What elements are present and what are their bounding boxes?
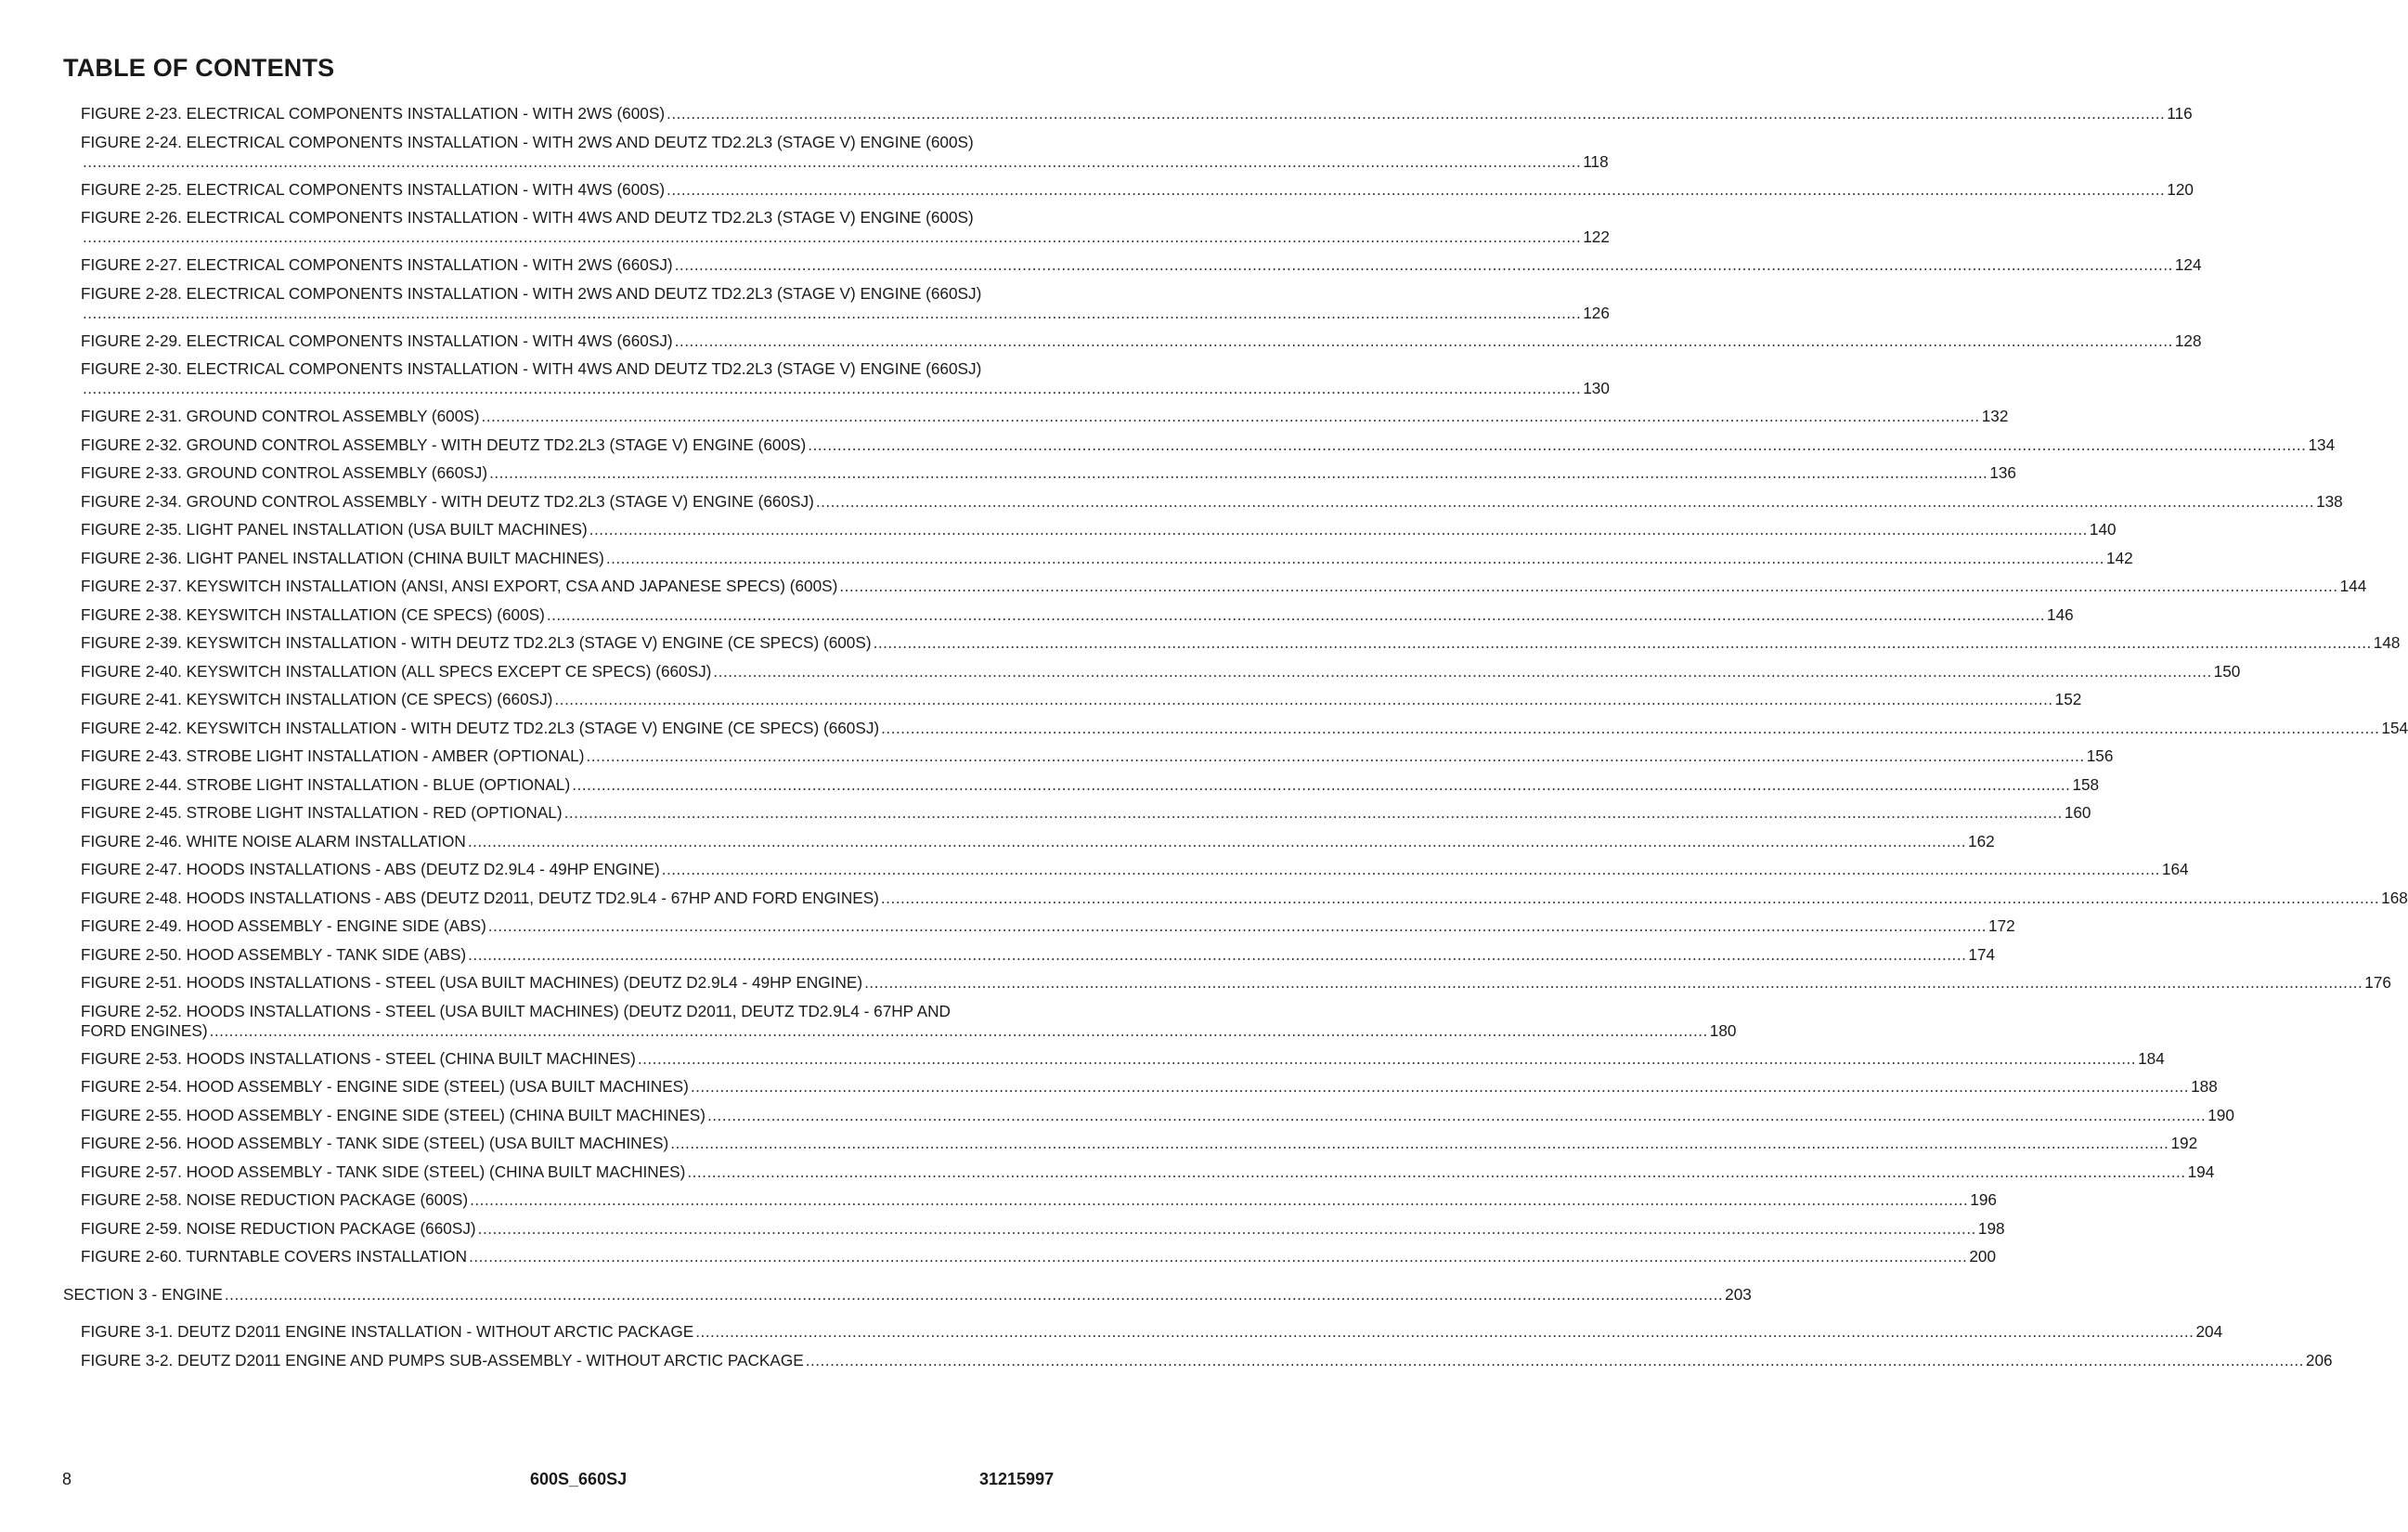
toc-entry-page: 180 [1709, 1020, 1737, 1040]
toc-entry[interactable] [81, 520, 2117, 539]
toc-entry-page: 132 [1981, 407, 2009, 425]
dot-leader [881, 719, 2379, 738]
toc-entry[interactable] [81, 179, 2194, 200]
toc-entry-page: 116 [2167, 104, 2193, 123]
dot-leader [589, 520, 2088, 539]
toc-entry[interactable] [81, 331, 2202, 351]
footer-page-number: 8 [62, 1470, 72, 1488]
dot-leader [707, 1106, 2206, 1125]
toc-entry-title: FIGURE 2-45. STROBE LIGHT INSTALLATION - RED (OPTIONAL) [81, 803, 563, 822]
dot-leader [572, 775, 2070, 795]
toc-entry[interactable] [81, 860, 2189, 879]
toc-entry-page: 206 [2305, 1350, 2333, 1370]
toc-entry[interactable] [81, 283, 1610, 323]
toc-entry-page: 146 [2047, 604, 2074, 624]
toc-entry[interactable] [81, 435, 2336, 455]
toc-entry-page: 168 [2381, 888, 2408, 907]
toc-entry-page: 158 [2072, 774, 2100, 794]
toc-entry-title: FIGURE 2-32. GROUND CONTROL ASSEMBLY - WITH DEUTZ TD2.2L3 (STAGE V) ENGINE (600S) [81, 435, 807, 454]
dot-leader [586, 747, 2084, 766]
toc-entry[interactable] [81, 718, 2408, 738]
dot-leader [667, 104, 2165, 123]
dot-leader [816, 492, 2314, 512]
toc-entry-title: FIGURE 2-47. HOODS INSTALLATIONS - ABS (DEUTZ D2.9L4 - 49HP ENGINE) [81, 860, 660, 878]
toc-entry-title: FIGURE 2-59. NOISE REDUCTION PACKAGE (660SJ) [81, 1218, 476, 1238]
toc-entry[interactable] [81, 604, 2074, 625]
toc-entry-page: 128 [2174, 331, 2202, 350]
toc-entry-title: FIGURE 3-1. DEUTZ D2011 ENGINE INSTALLATION - WITHOUT ARCTIC PACKAGE [81, 1322, 694, 1341]
toc-entry-title: FIGURE 2-56. HOOD ASSEMBLY - TANK SIDE (STEEL) (USA BUILT MACHINES) [81, 1134, 669, 1152]
dot-leader [83, 304, 1581, 323]
toc-entry-page: 138 [2316, 491, 2343, 511]
dot-leader [806, 1351, 2304, 1370]
toc-entry-title: FIGURE 2-55. HOOD ASSEMBLY - ENGINE SIDE (STEEL) (CHINA BUILT MACHINES) [81, 1105, 706, 1124]
toc-entry[interactable] [81, 973, 2391, 993]
toc-entry-page: 126 [1583, 303, 1610, 322]
toc-entry-title: FIGURE 2-26. ELECTRICAL COMPONENTS INSTALLATION - WITH 4WS AND DEUTZ TD2.2L3 (STAGE V) ENGINE (600S) [81, 208, 974, 227]
toc-entry[interactable] [81, 633, 2401, 653]
toc-entry-page: 118 [1583, 151, 1609, 171]
toc-entry-page: 122 [1583, 227, 1610, 246]
toc-entry[interactable] [81, 803, 2091, 823]
toc-entry-page: 140 [2089, 520, 2117, 539]
toc-entry-title: FIGURE 2-25. ELECTRICAL COMPONENTS INSTALLATION - WITH 4WS (600S) [81, 179, 666, 199]
toc-entry-title: FIGURE 2-41. KEYSWITCH INSTALLATION (CE SPECS) (660SJ) [81, 690, 553, 708]
dot-leader [713, 662, 2211, 682]
toc-entry-title: FIGURE 2-48. HOODS INSTALLATIONS - ABS (DEUTZ D2011, DEUTZ TD2.9L4 - 67HP AND FORD ENGINES) [81, 888, 879, 907]
footer-model: 600S_660SJ [530, 1470, 628, 1488]
toc-entry-page: 174 [1968, 944, 1996, 964]
toc-entry-title: FIGURE 2-40. KEYSWITCH INSTALLATION (ALL SPECS EXCEPT CE SPECS) (660SJ) [81, 661, 712, 681]
toc-entry-title: FIGURE 2-42. KEYSWITCH INSTALLATION - WITH DEUTZ TD2.2L3 (STAGE V) ENGINE (CE SPECS) (660SJ) [81, 718, 880, 737]
dot-leader [667, 180, 2165, 200]
toc-entry-page: 192 [2170, 1134, 2198, 1152]
toc-entry-page: 124 [2174, 255, 2202, 274]
toc-entry-page: 142 [2106, 548, 2133, 567]
dot-leader [469, 1247, 1967, 1266]
toc-entry[interactable] [81, 888, 2408, 908]
toc-entry-page: 162 [1968, 831, 1995, 850]
toc-entry-page: 203 [1725, 1284, 1752, 1304]
dot-leader [675, 255, 2173, 275]
toc-entry[interactable] [81, 1134, 2198, 1153]
toc-entry[interactable] [81, 463, 2016, 483]
toc-entry-title: FIGURE 2-39. KEYSWITCH INSTALLATION - WITH DEUTZ TD2.2L3 (STAGE V) ENGINE (CE SPECS) (600S) [81, 633, 872, 652]
toc-entry-title: FIGURE 2-36. LIGHT PANEL INSTALLATION (CHINA BUILT MACHINES) [81, 548, 604, 567]
toc-entry[interactable] [81, 1350, 2333, 1370]
toc-entry[interactable] [81, 1190, 1997, 1210]
toc-entry-title: FIGURE 2-38. KEYSWITCH INSTALLATION (CE SPECS) (600S) [81, 604, 545, 624]
toc-entry-page: 172 [1988, 916, 2015, 935]
toc-entry-page: 204 [2195, 1322, 2223, 1341]
toc-entry[interactable] [81, 916, 2015, 936]
dot-leader [489, 463, 1987, 483]
dot-leader [687, 1162, 2185, 1182]
dot-leader [606, 549, 2104, 568]
toc-entry-title: FIGURE 3-2. DEUTZ D2011 ENGINE AND PUMPS SUB-ASSEMBLY - WITHOUT ARCTIC PACKAGE [81, 1350, 804, 1370]
footer-doc-number: 31215997 [979, 1470, 1055, 1488]
toc-entry-title: FIGURE 2-37. KEYSWITCH INSTALLATION (ANSI, ANSI EXPORT, CSA AND JAPANESE SPECS) (600S) [81, 577, 838, 595]
toc-entry-title: FIGURE 2-24. ELECTRICAL COMPONENTS INSTALLATION - WITH 2WS AND DEUTZ TD2.2L3 (STAGE V) ENGINE (600S) [81, 132, 974, 151]
dot-leader [670, 1134, 2168, 1153]
toc-entry[interactable] [81, 944, 1996, 965]
toc-entry-title: FIGURE 2-35. LIGHT PANEL INSTALLATION (USA BUILT MACHINES) [81, 520, 588, 539]
dot-leader [564, 803, 2063, 823]
dot-leader [675, 331, 2173, 351]
dot-leader [488, 916, 1987, 936]
dot-leader [874, 633, 2372, 653]
toc-entry[interactable] [81, 255, 2202, 275]
toc-entry-title: FIGURE 2-58. NOISE REDUCTION PACKAGE (600S) [81, 1190, 469, 1209]
toc-entry-title: FIGURE 2-27. ELECTRICAL COMPONENTS INSTALLATION - WITH 2WS (660SJ) [81, 255, 673, 274]
dot-leader [864, 973, 2363, 993]
dot-leader [638, 1049, 2136, 1069]
toc-entry[interactable] [81, 831, 1995, 851]
dot-leader [210, 1021, 1708, 1041]
toc-entry-page: 134 [2308, 435, 2336, 454]
toc-entry[interactable] [81, 577, 2367, 596]
dot-leader [83, 152, 1581, 172]
toc-entry[interactable] [81, 1001, 1737, 1041]
toc-entry-title: FIGURE 2-43. STROBE LIGHT INSTALLATION - AMBER (OPTIONAL) [81, 747, 585, 765]
toc-entry-page: 150 [2213, 661, 2241, 681]
toc-entry-title: FIGURE 2-53. HOODS INSTALLATIONS - STEEL (CHINA BUILT MACHINES) [81, 1048, 636, 1068]
dot-leader [225, 1285, 1723, 1305]
toc-entry[interactable] [81, 359, 1610, 398]
toc-entry[interactable] [81, 132, 1609, 172]
toc-entry-title: FIGURE 2-51. HOODS INSTALLATIONS - STEEL (USA BUILT MACHINES) (DEUTZ D2.9L4 - 49HP ENGINE) [81, 973, 863, 992]
toc-entry-title: FIGURE 2-52. HOODS INSTALLATIONS - STEEL (USA BUILT MACHINES) (DEUTZ D2011, DEUTZ TD2.9L4 - 67HP AND [81, 1001, 951, 1020]
toc-entry[interactable] [81, 1247, 1997, 1266]
toc-entry[interactable] [81, 1162, 2215, 1182]
toc-entry-page: 190 [2207, 1105, 2234, 1124]
toc-entry-title: FIGURE 2-29. ELECTRICAL COMPONENTS INSTALLATION - WITH 4WS (660SJ) [81, 331, 673, 350]
toc-entry-page: 136 [1989, 463, 2016, 482]
toc-entry-page: 120 [2167, 179, 2194, 199]
dot-leader [468, 832, 1966, 851]
toc-entry-title: FIGURE 2-50. HOOD ASSEMBLY - TANK SIDE (ABS) [81, 944, 467, 964]
toc-entry-title: FIGURE 2-33. GROUND CONTROL ASSEMBLY (660SJ) [81, 463, 488, 482]
toc-entry-page: 160 [2064, 803, 2091, 822]
toc-entry[interactable] [81, 1077, 2218, 1097]
toc-entry-page: 196 [1970, 1190, 1997, 1209]
toc-entry-title-continuation: FORD ENGINES) [81, 1020, 208, 1040]
toc-entry-title: FIGURE 2-54. HOOD ASSEMBLY - ENGINE SIDE (STEEL) (USA BUILT MACHINES) [81, 1077, 689, 1096]
toc-entry-page: 130 [1583, 379, 1610, 397]
dot-leader [478, 1219, 1976, 1239]
toc-entry-page: 194 [2187, 1162, 2215, 1181]
toc-entry[interactable] [81, 747, 2114, 766]
toc-entry-title: FIGURE 2-31. GROUND CONTROL ASSEMBLY (600S) [81, 407, 480, 425]
toc-section-entry[interactable] [63, 1284, 1752, 1305]
toc-entry-title: FIGURE 2-23. ELECTRICAL COMPONENTS INSTALLATION - WITH 2WS (600S) [81, 104, 666, 123]
dot-leader [808, 435, 2306, 455]
toc-entry-page: 148 [2373, 633, 2401, 652]
toc-entry-title: FIGURE 2-49. HOOD ASSEMBLY - ENGINE SIDE (ABS) [81, 916, 486, 935]
toc-entry-page: 200 [1969, 1247, 1997, 1266]
toc-entry-page: 164 [2161, 860, 2189, 878]
toc-entry-page: 198 [1977, 1218, 2005, 1238]
toc-entry[interactable] [81, 1322, 2223, 1342]
toc-entry-page: 188 [2191, 1077, 2218, 1096]
toc-entry[interactable] [81, 1105, 2234, 1125]
toc-entry-page: 144 [2339, 577, 2367, 595]
toc-entry[interactable] [81, 491, 2343, 512]
dot-leader [554, 690, 2052, 709]
dot-leader [83, 379, 1581, 398]
toc-entry-title: FIGURE 2-60. TURNTABLE COVERS INSTALLATION [81, 1247, 468, 1266]
dot-leader [695, 1322, 2194, 1342]
toc-entry[interactable] [81, 407, 2009, 426]
toc-entry-title: SECTION 3 - ENGINE [63, 1284, 223, 1304]
dot-leader [468, 945, 1966, 965]
dot-leader [481, 407, 1979, 426]
toc-entry-title: FIGURE 2-44. STROBE LIGHT INSTALLATION - BLUE (OPTIONAL) [81, 774, 571, 794]
toc-entry-page: 154 [2381, 718, 2408, 737]
toc-entry-page: 176 [2364, 973, 2391, 992]
toc-entry[interactable] [81, 774, 2100, 795]
toc-entry-page: 156 [2086, 747, 2114, 765]
toc-entry-title: FIGURE 2-46. WHITE NOISE ALARM INSTALLATION [81, 831, 466, 850]
toc-entry[interactable] [81, 208, 1610, 247]
dot-leader [547, 605, 2045, 625]
toc-entry-page: 152 [2054, 690, 2082, 708]
toc-entry[interactable] [81, 548, 2133, 568]
toc-entry[interactable] [81, 104, 2193, 123]
dot-leader [881, 889, 2379, 908]
toc-entry[interactable] [81, 661, 2241, 682]
page-title: TABLE OF CONTENTS [63, 54, 335, 82]
dot-leader [839, 577, 2337, 596]
toc-entry[interactable] [81, 1218, 2005, 1239]
toc-entry-title: FIGURE 2-28. ELECTRICAL COMPONENTS INSTALLATION - WITH 2WS AND DEUTZ TD2.2L3 (STAGE V) ENGINE (660SJ) [81, 283, 982, 303]
toc-entry[interactable] [81, 690, 2082, 709]
dot-leader [662, 860, 2160, 879]
toc-entry-title: FIGURE 2-34. GROUND CONTROL ASSEMBLY - WITH DEUTZ TD2.2L3 (STAGE V) ENGINE (660SJ) [81, 491, 814, 511]
toc-entry-page: 184 [2138, 1048, 2165, 1068]
dot-leader [691, 1077, 2189, 1097]
toc-entry[interactable] [81, 1048, 2165, 1069]
dot-leader [470, 1190, 1968, 1210]
toc-entry-title: FIGURE 2-57. HOOD ASSEMBLY - TANK SIDE (STEEL) (CHINA BUILT MACHINES) [81, 1162, 686, 1181]
dot-leader [83, 227, 1581, 247]
toc-entry-title: FIGURE 2-30. ELECTRICAL COMPONENTS INSTALLATION - WITH 4WS AND DEUTZ TD2.2L3 (STAGE V) ENGINE (660SJ) [81, 359, 982, 378]
